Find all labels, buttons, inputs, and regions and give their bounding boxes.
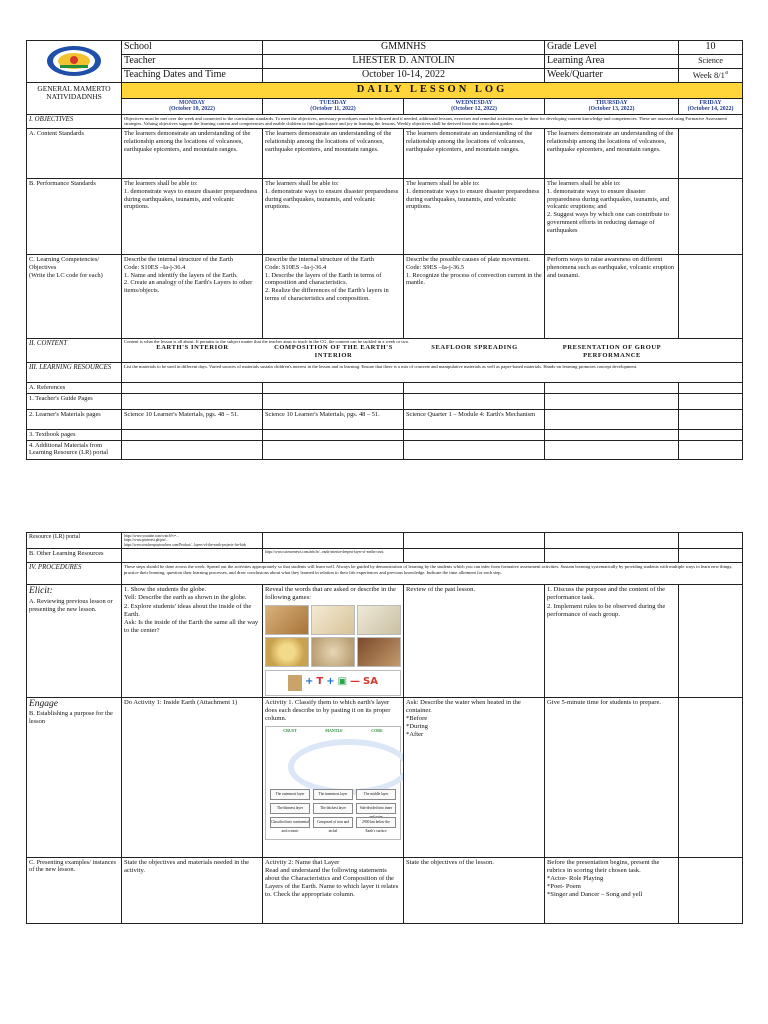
layers-columns: CRUST MANTLE CORE: [283, 727, 383, 733]
lm-tue: Science 10 Learner's Materials, pgs. 48 – 51.: [263, 409, 404, 429]
grade-level-label: Grade Level: [545, 41, 679, 55]
game-image-1: [265, 605, 309, 635]
learning-resources-label: III. LEARNING RESOURCES: [27, 362, 122, 382]
objectives-note: Objectives must be met over the week and connected to the curriculum standards. To meet the objectives, necessary procedures must be followed and if needed, additional lessons, exercises and remedial activities may be done for developing content knowledge and competencies. These are assessed using Formative Assessment strategies. Valuing objectives support the learning content and competencies and enable children to find significance and joy in learning the lessons. Weekly objectives shall be derived from the curriculum guides.: [122, 114, 743, 128]
competencies-fri: [679, 254, 743, 338]
content-standards-fri: [679, 128, 743, 178]
elicit-thu: 1. Discuss the purpose and the content of the performance task. 2. Implement rules to be observed during the performance of each group.: [545, 585, 679, 697]
presenting-wed: State the objectives of the lesson.: [404, 857, 545, 923]
content-standards-label: A. Content Standards: [27, 128, 122, 178]
performance-standards-tue: The learners shall be able to: 1. demonstrate ways to ensure disaster preparedness during earthquakes, tsunamis, and volcanic eruptions.: [263, 178, 404, 254]
dates-label: Teaching Dates and Time: [122, 68, 263, 82]
lr-portal-continued: Resource (LR) portal: [27, 533, 122, 549]
content-standards-mon: The learners demonstrate an understanding of the relationship among the locations of volcanoes, earthquake epicenters, and mountain ranges.: [122, 128, 263, 178]
performance-standards-mon: The learners shall be able to: 1. demonstrate ways to ensure disaster preparedness during earthquakes, tsunamis, and volcanic eruptions.: [122, 178, 263, 254]
school-value: GMMNHS: [263, 41, 545, 55]
content-wed: SEAFLOOR SPREADING: [431, 344, 518, 352]
school-label: School: [122, 41, 263, 55]
elicit-fri: [679, 585, 743, 697]
school-name-cell: [27, 82, 122, 114]
layer-cards: The outermost layer The innermost layer The middle layer The thinnest layer The thickest layer Sub-divided into inner Classified into continental and oceanic Composed of iron and nickel 2900 km below the Earth's surface: [270, 789, 396, 828]
word-game-images: [265, 605, 401, 667]
elicit-label-cell: [27, 585, 122, 697]
school-name: GENERAL MAMERTO NATIVIDADNHS: [37, 83, 111, 101]
competencies-tue: Describe the internal structure of the Earth Code: S10ES –Ia-j-36.4 1. Describe the layers of the Earth in terms of composition and characteristics. 2. Realize the differences of the Earth's layers in terms of characteristics and composition.: [263, 254, 404, 338]
performance-standards-wed: The learners shall be able to: 1. demonstrate ways to ensure disaster preparedness during earthquakes, tsunamis, and volcanic eruptions.: [404, 178, 545, 254]
references-label: A. References: [27, 382, 122, 393]
elicit-mon: 1. Show the students the globe. Yell: Describe the earth as shown in the globe. 2. Explore students' ideas about the inside of the Earth. Ask: Is the inside of the Earth the same all the way to the center?: [122, 585, 263, 697]
other-resources-label: B. Other Learning Resources: [27, 549, 122, 563]
performance-standards-label: B. Performance Standards: [27, 178, 122, 254]
elicit-tue: Reveal the words that are asked or describe in the following games: + T + ▣ — SA: [263, 585, 404, 697]
dll-title: DAILY LESSON LOG: [122, 82, 743, 98]
elicit-label: A. Reviewing previous lesson or presenting the new lesson.: [29, 598, 113, 613]
engage-mon: Do Activity 1: Inside Earth (Attachment 1): [122, 697, 263, 857]
engage-wed: Ask: Describe the water when heated in the container. *Before *During *After: [404, 697, 545, 857]
objectives-label: I. OBJECTIVES: [27, 114, 122, 128]
learning-resources-note: List the materials to be used in different days. Varied sources of materials sustain children's interest in the lesson and in learning. Ensure that there is a mix of concrete and manipulative materials as well as paper-based materials. Hands-on learning promotes concept development.: [122, 362, 743, 382]
lr-portal-urls: https://www.youtube.com/watch?v=... https://www.pinterest.ph/pin/... https://www.teacherspayteachers.com/Product/...layers-of-the-earth-projects-for-kids: [122, 533, 263, 549]
presenting-mon: State the objectives and materials needed in the activity.: [122, 857, 263, 923]
procedures-note: These steps should be done across the week. Spread out the activities appropriately so that students will learn well. Always be guided by demonstration of learning by the students which you can infer from formative assessment activities. Sustain learning systematically by providing students with multiple ways to learn new things, practice their learning, question their learning processes, and draw conclusions about what they learned in relation to their life experiences and previous knowledge. Indicate the time allotment for each step.: [122, 563, 743, 585]
procedures-label: IV. PROCEDURES: [27, 563, 122, 585]
additional-materials-label: 4. Additional Materials from Learning Resource (LR) portal: [27, 440, 122, 459]
rebus-puzzle-image: + T + ▣ — SA: [265, 670, 401, 696]
content-note: Content is what the lesson is all about. It pertains to the subject matter that the teacher aims to teach in the CG, the content can be tackled in a week or two.: [124, 338, 410, 344]
teacher-value: LHESTER D. ANTOLIN: [263, 54, 545, 68]
competencies-wed: Describe the possible causes of plate movement. Code: S9ES –Ia-j-36.5 1. Recognize the process of convection current in the mantle.: [404, 254, 545, 338]
content-tue: COMPOSITION OF THE EARTH'S INTERIOR: [274, 344, 393, 360]
page-1: [26, 40, 742, 460]
school-logo-cell: [27, 41, 122, 83]
content-fri: [679, 344, 743, 360]
engage-fri: [679, 697, 743, 857]
layers-classification-image: [265, 726, 401, 840]
content-row: [122, 338, 743, 362]
lm-mon: Science 10 Learner's Materials, pgs. 48 – 51.: [122, 409, 263, 429]
school-logo-icon: [45, 44, 103, 78]
dates-value: October 10-14, 2022: [263, 68, 545, 82]
textbook-pages-label: 3. Textbook pages: [27, 429, 122, 440]
presenting-label: C. Presenting examples/ instances of the new lesson.: [27, 857, 122, 923]
presenting-fri: [679, 857, 743, 923]
performance-standards-fri: [679, 178, 743, 254]
week-quarter-label: Week/Quarter: [545, 68, 679, 82]
presenting-tue: Activity 2: Name that Layer Read and understand the following statements about the Characteristics and Composition of the Layers of the Earth. Name to which layer it relates to. Check the appropriate column.: [263, 857, 404, 923]
other-resources-url: https://www.sciencenews.com/article/...earth-interior-deepest-layer-of-earths-crust: [263, 549, 404, 563]
performance-standards-thu: The learners shall be able to: 1. demonstrate ways to ensure disaster preparedness during earthquakes, tsunamis, and volcanic eruptions; and 2. Suggest ways by which one can contribute to government efforts in reducing damage of earthquakes: [545, 178, 679, 254]
day-friday: FRIDAY (October 14, 2022): [679, 98, 743, 114]
lm-wed: Science Quarter 1 – Module 4: Earth's Mechanism: [404, 409, 545, 429]
competencies-mon: Describe the internal structure of the Earth Code: S10ES –Ia-j-36.4 1. Name and identify the layers of the Earth. 2. Create an analogy of the Earth's Layers to other items/objects.: [122, 254, 263, 338]
competencies-label: C. Learning Competencies/ Objectives (Write the LC code for each): [27, 254, 122, 338]
watermark-seal: [288, 739, 404, 795]
content-standards-wed: The learners demonstrate an understanding of the relationship among the locations of volcanoes, earthquake epicenters, and mountain ranges.: [404, 128, 545, 178]
content-standards-thu: The learners demonstrate an understanding of the relationship among the locations of volcanoes, earthquake epicenters, and mountain ranges.: [545, 128, 679, 178]
game-image-6: [357, 637, 401, 667]
teacher-label: Teacher: [122, 54, 263, 68]
engage-label: B. Establishing a purpose for the lesson: [29, 710, 113, 725]
engage-thu: Give 5-minute time for students to prepare.: [545, 697, 679, 857]
day-thursday: THURSDAY (October 13, 2022): [545, 98, 679, 114]
engage-tue: Activity 1. Classify them to which earth's layer does each describe to by pasting it on its proper column. CRUST MANTLE CORE The outermost layer The innermost layer The middle layer The thinnest layer The thickest layer Sub-divided into inner Classified into continental and oceanic Composed of iron and nickel 2900 km below the Earth's surface: [263, 697, 404, 857]
day-monday: MONDAY (October 10, 2022): [122, 98, 263, 114]
competencies-thu: Perform ways to raise awareness on different phenomena such as earthquake, volcanic eruption and tsunami.: [545, 254, 679, 338]
elicit-wed: Review of the past lesson.: [404, 585, 545, 697]
engage-heading: Engage: [29, 698, 59, 709]
header-table: [26, 40, 743, 460]
content-standards-tue: The learners demonstrate an understanding of the relationship among the locations of volcanoes, earthquake epicenters, and mountain ranges.: [263, 128, 404, 178]
content-mon: EARTH'S INTERIOR: [156, 344, 229, 352]
page-2: [26, 532, 742, 924]
grade-level-value: 10: [679, 41, 743, 55]
day-wednesday: WEDNESDAY (October 12, 2022): [404, 98, 545, 114]
learners-materials-label: 2. Learner's Materials pages: [27, 409, 122, 429]
game-image-4: [265, 637, 309, 667]
game-image-5: [311, 637, 355, 667]
day-tuesday: TUESDAY (October 11, 2022): [263, 98, 404, 114]
presenting-thu: Before the presentation begins, present the rubrics in scoring their chosen task. *Actor- Role Playing *Poet- Poem *Singer and Dancer – Song and yell: [545, 857, 679, 923]
content-thu: PRESENTATION OF GROUP PERFORMANCE: [562, 344, 662, 360]
learning-area-label: Learning Area: [545, 54, 679, 68]
week-quarter-value: Week 8/1st: [679, 68, 743, 82]
content-label: II. CONTENT: [27, 338, 122, 362]
game-image-2: [311, 605, 355, 635]
procedures-table: [26, 532, 743, 924]
elicit-heading: Elicit:: [29, 586, 53, 597]
learning-area-value: Science: [679, 54, 743, 68]
game-image-3: [357, 605, 401, 635]
teachers-guide-label: 1. Teacher's Guide Pages: [27, 393, 122, 409]
engage-label-cell: [27, 697, 122, 857]
